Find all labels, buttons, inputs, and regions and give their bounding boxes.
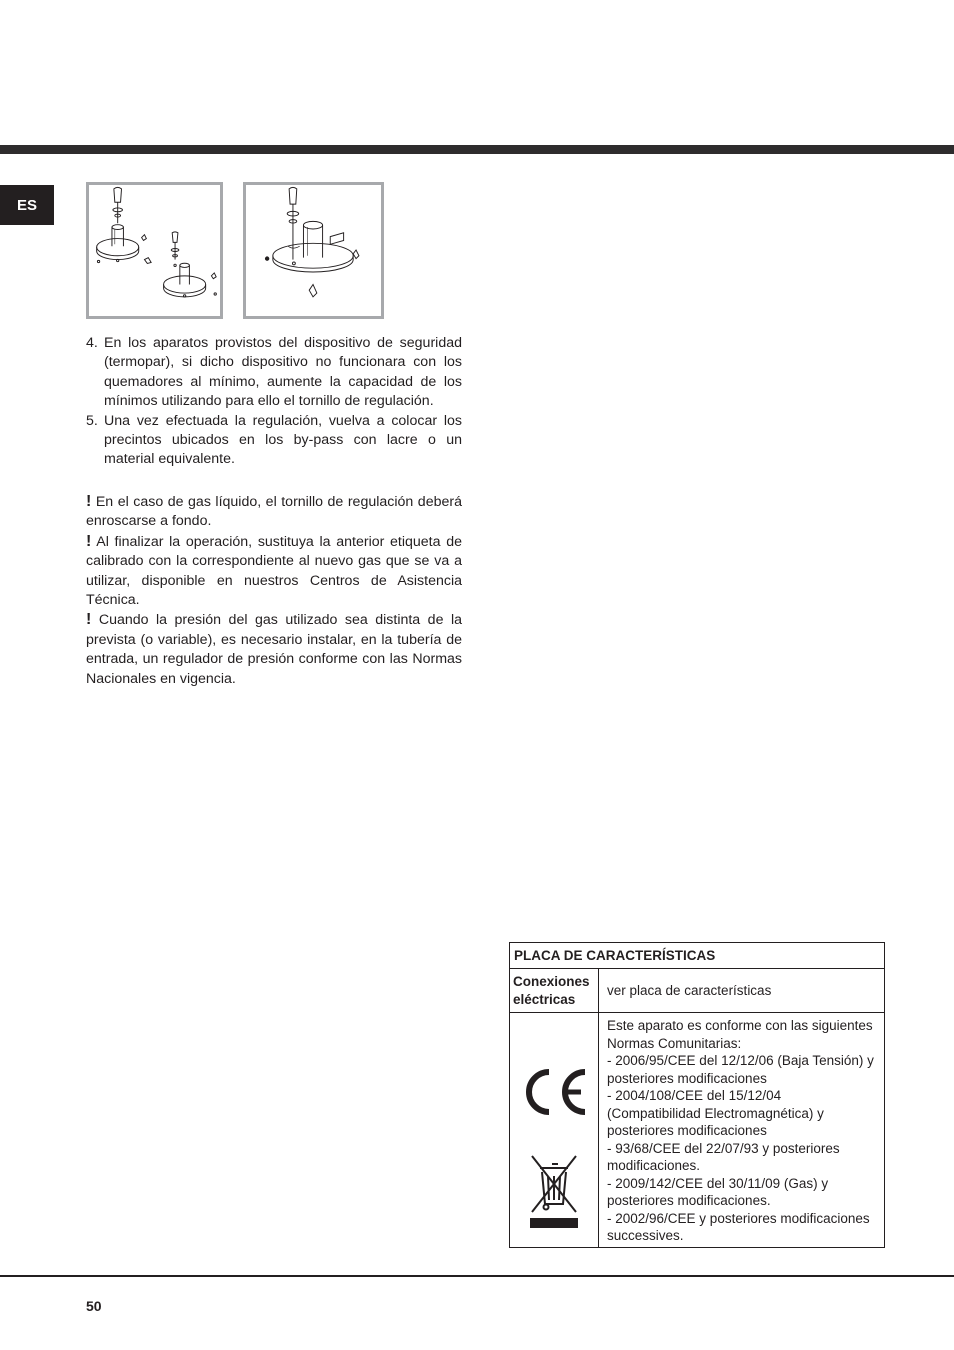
bottom-rule <box>0 1275 954 1277</box>
warning-notes <box>86 492 462 689</box>
step-4 <box>86 334 462 412</box>
table-row <box>510 969 885 1013</box>
warning-text: Cuando la presión del gas utilizado sea distinta de la prevista (o variable), es necesario instalar, en la tubería de entrada, un regulador de presión conforme con las Normas Nacionales en vigencia. <box>86 612 462 687</box>
norm-line: Este aparato es conforme con las siguientes Normas Comunitarias: <box>607 1018 873 1051</box>
norms-list <box>599 1013 885 1248</box>
step-5 <box>86 412 462 470</box>
burner-screwdriver-illustration <box>246 185 381 316</box>
top-rule <box>0 145 954 154</box>
warning-text: Al finalizar la operación, sustituya la anterior etiqueta de calibrado con la correspondiente al nuevo gas que se va a utilizar, disponible en nuestros Centros de Asistencia Técnica. <box>86 533 462 609</box>
burner-screwdriver-illustration <box>89 185 220 316</box>
table-title: PLACA DE CARACTERÍSTICAS <box>510 943 885 969</box>
norm-line: - 2002/96/CEE y posteriores modificaciones successives. <box>607 1210 870 1243</box>
step-number: 5. <box>86 412 98 429</box>
compliance-logos <box>510 1013 599 1248</box>
norm-line: - 2004/108/CEE del 15/12/04 (Compatibilidad Electromagnética) y posteriores modificaciones <box>607 1088 824 1138</box>
crossed-bin-icon <box>526 1152 582 1230</box>
electrical-label: Conexiones eléctricas <box>510 969 599 1013</box>
burner-adjustment-figure-1 <box>86 182 223 319</box>
warning-note <box>86 492 462 532</box>
table-row <box>510 1013 885 1248</box>
specifications-table <box>509 942 885 1248</box>
page-number: 50 <box>86 1298 102 1314</box>
norm-line: - 93/68/CEE del 22/07/93 y posteriores modificaciones. <box>607 1140 840 1173</box>
warning-mark: ! <box>86 611 92 629</box>
norm-line: - 2006/95/CEE del 12/12/06 (Baja Tensión) y posteriores modificaciones <box>607 1053 874 1086</box>
language-tab: ES <box>0 185 54 225</box>
step-text: En los aparatos provistos del dispositivo de seguridad (termopar), si dicho dispositivo no funcionara con los quemadores al mínimo, aumente la capacidad de los mínimos utilizando para ello el tornillo de regulación. <box>104 335 462 410</box>
norm-line: - 2009/142/CEE del 30/11/09 (Gas) y posteriores modificaciones. <box>607 1175 829 1208</box>
electrical-value: ver placa de características <box>599 969 885 1013</box>
warning-mark: ! <box>86 532 92 550</box>
warning-note <box>86 532 462 611</box>
ce-mark-icon <box>519 1064 589 1120</box>
adjustment-steps <box>86 334 462 470</box>
table-header-row <box>510 943 885 969</box>
warning-text: En el caso de gas líquido, el tornillo de regulación deberá enroscarse a fondo. <box>86 494 462 530</box>
warning-note <box>86 610 462 689</box>
burner-adjustment-figure-2 <box>243 182 384 319</box>
step-text: Una vez efectuada la regulación, vuelva a colocar los precintos ubicados en los by-pass con lacre o un material equivalente. <box>104 412 462 468</box>
warning-mark: ! <box>86 493 92 510</box>
step-number: 4. <box>86 335 98 351</box>
